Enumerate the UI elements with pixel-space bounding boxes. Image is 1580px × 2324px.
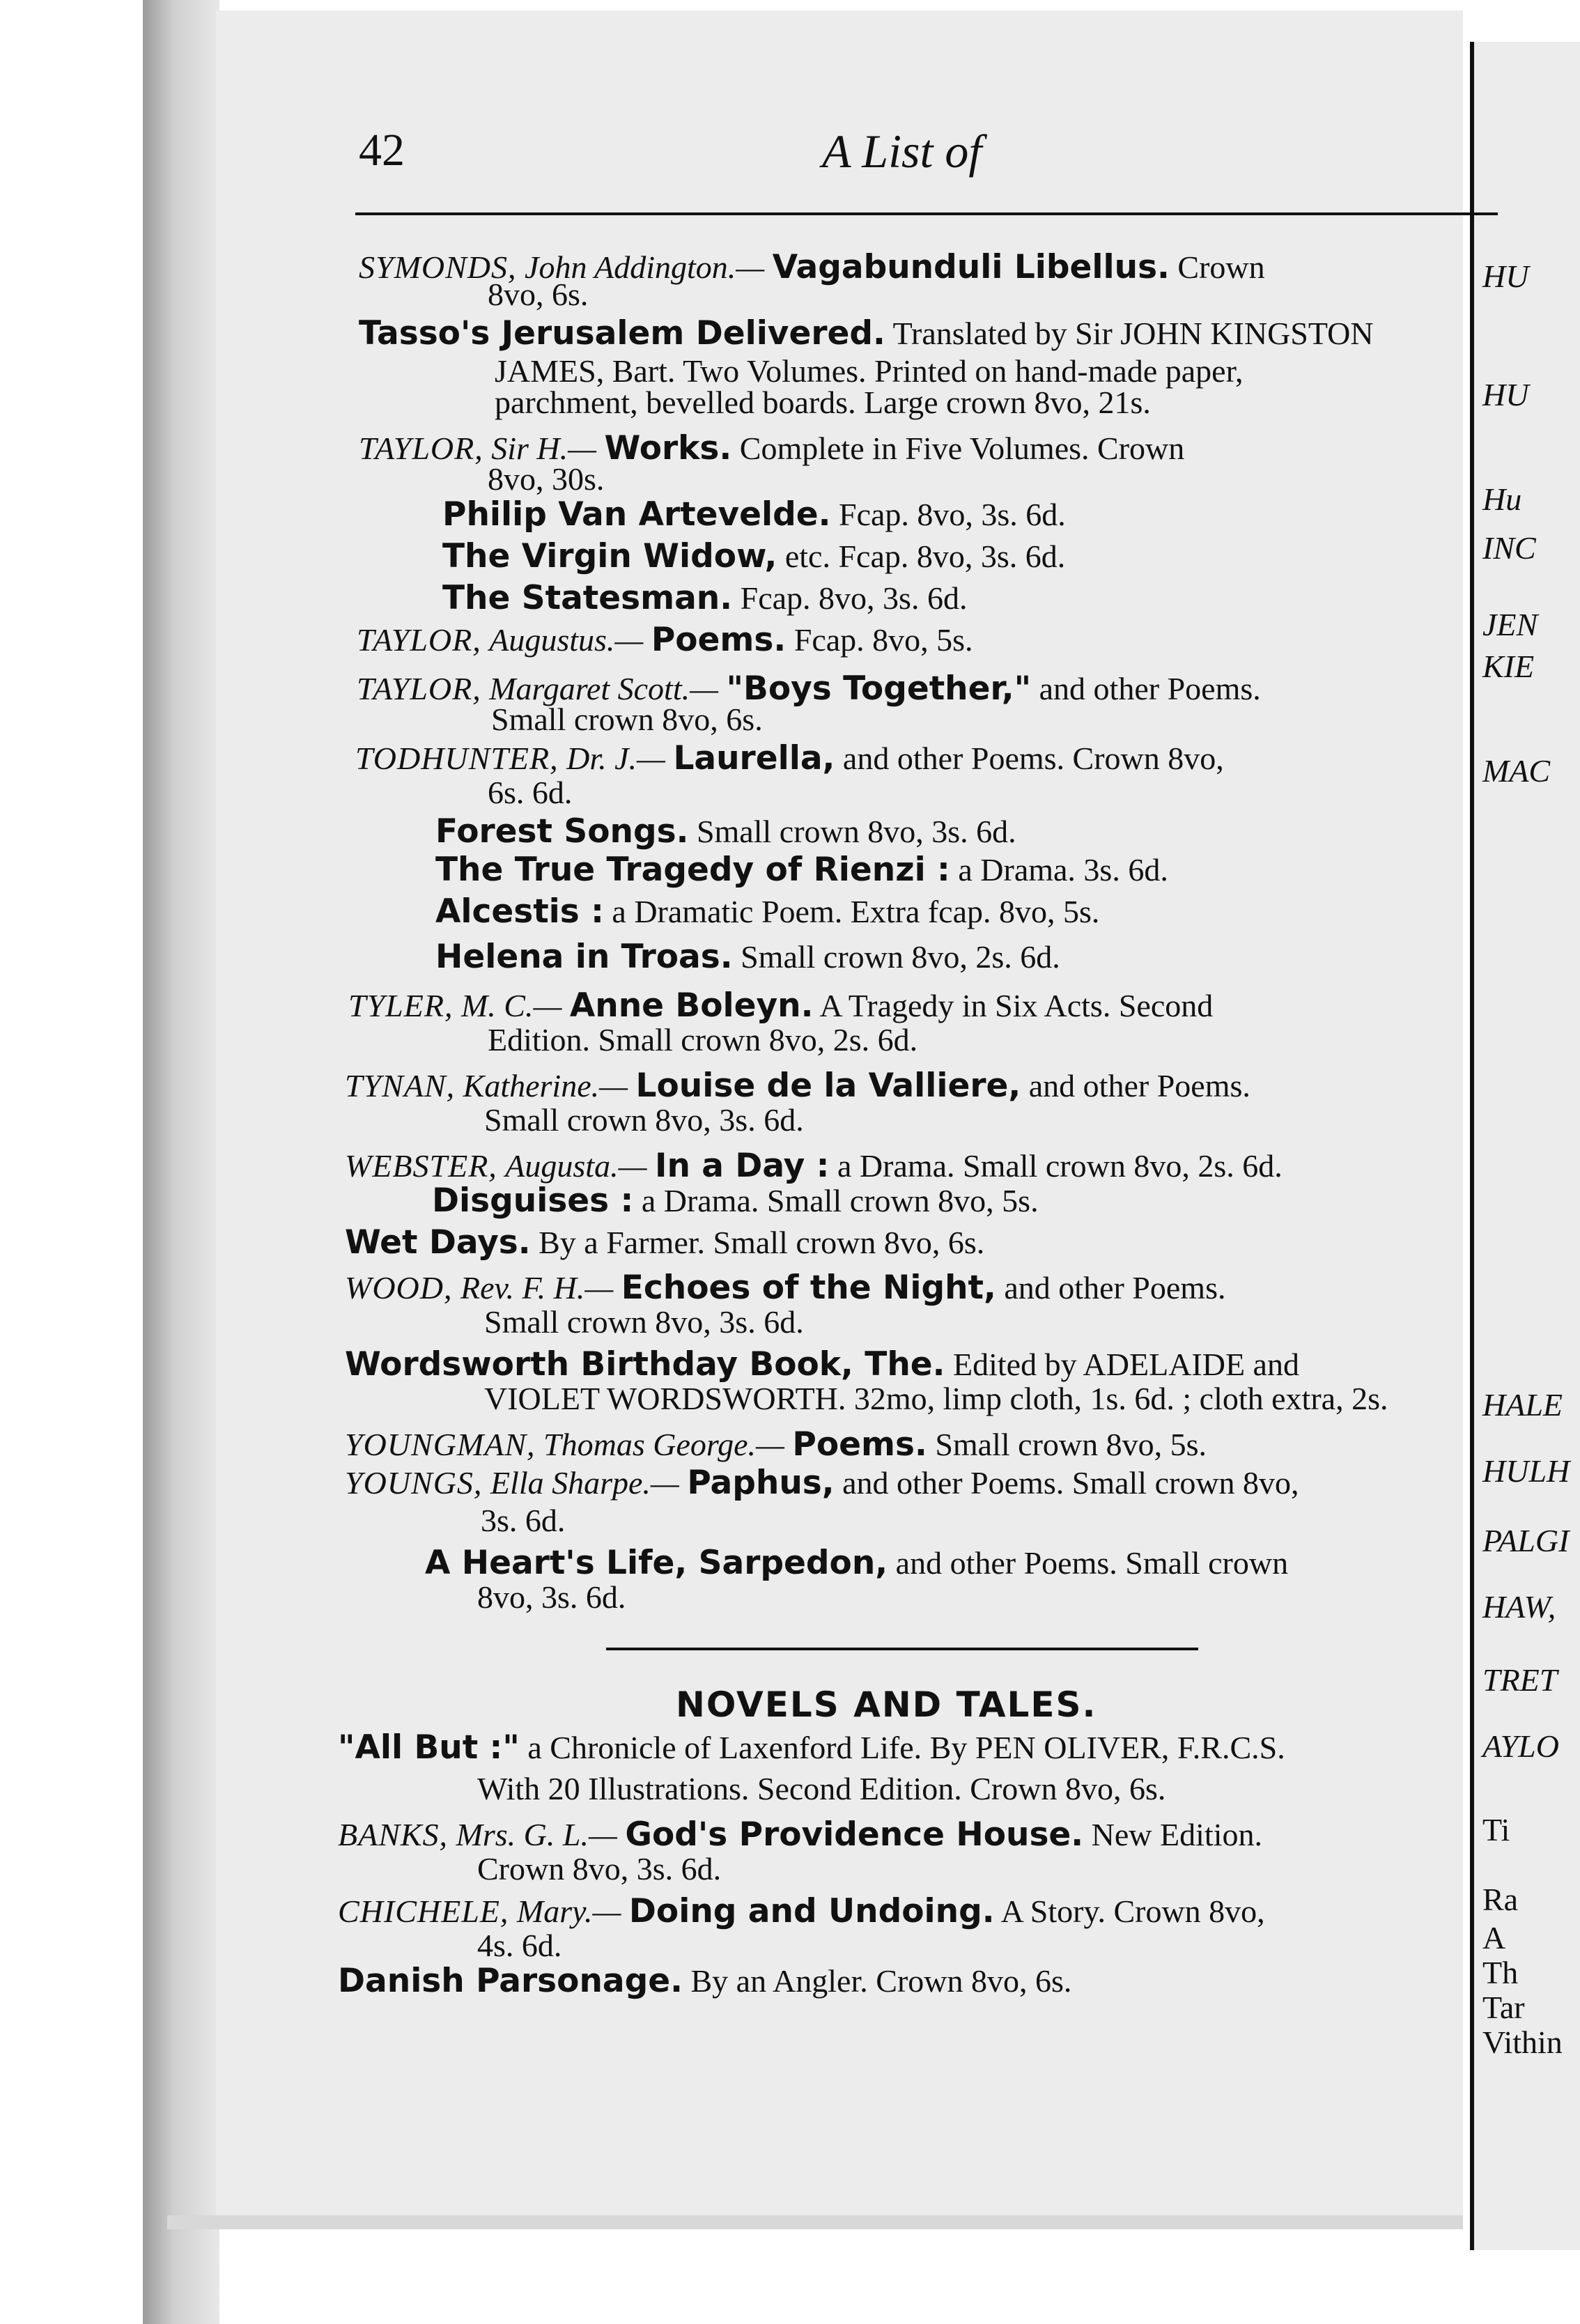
facing-page-text: Ti xyxy=(1482,1812,1510,1847)
entry-details: and other Poems. xyxy=(1004,1270,1226,1306)
book-title: Doing and Undoing. xyxy=(628,1892,995,1930)
entry-details: 8vo, 3s. 6d. xyxy=(477,1579,626,1615)
entry-line xyxy=(484,1104,804,1136)
entry-details: Small crown 8vo, 2s. 6d. xyxy=(741,939,1060,975)
author-detail: Mary.— xyxy=(516,1893,621,1929)
entry-details: and other Poems. xyxy=(1039,671,1261,706)
book-spine-shadow xyxy=(143,0,219,2324)
entry-details: Crown 8vo, 3s. 6d. xyxy=(477,1851,722,1887)
entry-details: Fcap. 8vo, 3s. 6d. xyxy=(838,497,1066,532)
entry-details: By an Angler. Crown 8vo, 6s. xyxy=(690,1963,1072,1999)
author-name: TAYLOR, xyxy=(357,671,481,706)
author-detail: Katherine.— xyxy=(463,1068,628,1103)
entry-details: Small crown 8vo, 3s. 6d. xyxy=(484,1102,804,1138)
facing-page-text: PALGI xyxy=(1482,1523,1570,1558)
facing-page-text: KIE xyxy=(1482,649,1535,684)
novel-line xyxy=(477,1773,1165,1805)
entry-details: 4s. 6d. xyxy=(477,1928,562,1963)
entry-details: etc. Fcap. 8vo, 3s. 6d. xyxy=(784,539,1066,574)
facing-page-text: Th xyxy=(1482,1955,1519,1990)
book-title: Disguises : xyxy=(432,1182,634,1220)
entry-details: a Chronicle of Laxenford Life. By PEN OLIVER, F.R.C.S. xyxy=(527,1730,1285,1765)
author-detail: Sir H.— xyxy=(491,431,597,466)
entry-line xyxy=(355,739,1224,777)
entry-line xyxy=(484,1383,1388,1415)
author-name: TODHUNTER, xyxy=(355,741,559,776)
book-title: Forest Songs. xyxy=(435,812,689,851)
entry-line xyxy=(345,1269,1226,1307)
section-heading: NOVELS AND TALES. xyxy=(676,1684,1097,1725)
entry-line xyxy=(477,1581,626,1613)
book-title: Helena in Troas. xyxy=(435,938,733,976)
book-title: Poems. xyxy=(792,1425,927,1464)
author-name: CHICHELE, xyxy=(338,1893,509,1929)
facing-page-text: MAC xyxy=(1482,753,1551,789)
entry-details: 6s. 6d. xyxy=(488,775,573,810)
book-title: The Virgin Widow, xyxy=(442,537,777,575)
entry-line xyxy=(491,704,763,736)
entry-details: A Story. Crown 8vo, xyxy=(1000,1893,1265,1929)
facing-page-text: HAW, xyxy=(1482,1589,1556,1625)
entry-details: a Drama. 3s. 6d. xyxy=(958,852,1168,888)
entry-line xyxy=(495,355,1244,387)
author-detail: Dr. J.— xyxy=(566,741,665,776)
running-head: A List of xyxy=(822,125,982,178)
book-title: The Statesman. xyxy=(442,579,733,617)
book-title: God's Providence House. xyxy=(625,1815,1084,1854)
entry-details: and other Poems. Crown 8vo, xyxy=(842,741,1224,776)
entry-line xyxy=(345,1425,1207,1464)
facing-page-text: HU xyxy=(1482,377,1529,412)
entry-details: parchment, bevelled boards. Large crown 8vo, 21s. xyxy=(495,385,1151,420)
book-title: Louise de la Valliere, xyxy=(635,1067,1021,1105)
entry-line xyxy=(432,1182,1039,1220)
novel-line xyxy=(477,1853,721,1885)
author-detail: Margaret Scott.— xyxy=(489,671,719,706)
entry-line xyxy=(488,279,588,311)
entry-details: and other Poems. Small crown xyxy=(895,1545,1289,1581)
author-name: WEBSTER, xyxy=(345,1148,497,1184)
entry-details: With 20 Illustrations. Second Edition. Crown 8vo, 6s. xyxy=(477,1771,1166,1806)
book-title: Philip Van Artevelde. xyxy=(442,495,831,534)
facing-page-text: Ra xyxy=(1482,1882,1519,1917)
author-name: TAYLOR, xyxy=(359,431,483,466)
entry-line xyxy=(435,812,1016,851)
facing-page-text: HALE xyxy=(1482,1387,1563,1423)
entry-details: Edited by ADELAIDE and xyxy=(953,1347,1299,1382)
entry-line xyxy=(442,537,1066,575)
entry-details: 8vo, 30s. xyxy=(488,461,605,497)
entry-line xyxy=(345,1464,1299,1502)
author-detail: Thomas George.— xyxy=(543,1427,784,1462)
author-detail: Augusta.— xyxy=(505,1148,647,1184)
author-name: BANKS, xyxy=(338,1817,449,1852)
book-title: Wet Days. xyxy=(345,1223,531,1262)
author-name: TYLER, xyxy=(348,988,454,1023)
entry-details: Fcap. 8vo, 3s. 6d. xyxy=(740,580,968,616)
entry-line xyxy=(357,669,1261,708)
entry-details: Edition. Small crown 8vo, 2s. 6d. xyxy=(488,1022,918,1058)
entry-line xyxy=(345,1223,985,1262)
book-title: Wordsworth Birthday Book, The. xyxy=(345,1345,945,1384)
book-title: Danish Parsonage. xyxy=(338,1962,683,2000)
entry-details: and other Poems. xyxy=(1028,1068,1250,1103)
entry-line xyxy=(481,1505,565,1537)
author-detail: Augustus.— xyxy=(489,622,644,658)
entry-details: New Edition. xyxy=(1091,1817,1262,1852)
entry-line xyxy=(425,1544,1289,1582)
book-title: "Boys Together," xyxy=(726,669,1032,708)
page-number: 42 xyxy=(359,125,405,176)
entry-details: Translated by Sir JOHN KINGSTON xyxy=(892,316,1374,351)
entry-details: Crown xyxy=(1177,249,1265,285)
facing-page-fragment xyxy=(1470,42,1580,2250)
book-title: Echoes of the Night, xyxy=(621,1269,996,1307)
book-title: The True Tragedy of Rienzi : xyxy=(435,851,950,889)
facing-page-text: A xyxy=(1482,1920,1506,1955)
book-title: Alcestis : xyxy=(435,892,604,931)
book-title: Anne Boleyn. xyxy=(569,986,814,1025)
book-title: Vagabunduli Libellus. xyxy=(772,248,1170,286)
page-bottom-edge xyxy=(167,2215,1463,2229)
entry-details: a Drama. Small crown 8vo, 2s. 6d. xyxy=(837,1148,1283,1184)
author-name: TAYLOR, xyxy=(357,622,481,658)
entry-details: Small crown 8vo, 3s. 6d. xyxy=(484,1304,804,1340)
entry-line xyxy=(435,851,1168,889)
entry-details: Complete in Five Volumes. Crown xyxy=(739,431,1185,466)
entry-details: 3s. 6d. xyxy=(481,1503,566,1538)
author-name: WOOD, xyxy=(345,1270,453,1306)
facing-page-text: Tar xyxy=(1482,1990,1525,2025)
author-detail: Rev. F. H.— xyxy=(460,1270,614,1306)
facing-page-text: Vithin xyxy=(1482,2024,1563,2060)
author-detail: Ella Sharpe.— xyxy=(490,1465,679,1501)
entry-line xyxy=(348,986,1214,1025)
book-title: Works. xyxy=(604,429,732,467)
author-name: YOUNGMAN, xyxy=(345,1427,536,1462)
book-title: Laurella, xyxy=(673,739,835,777)
entry-line xyxy=(488,1024,917,1056)
entry-details: Small crown 8vo, 5s. xyxy=(935,1427,1207,1462)
book-title: Paphus, xyxy=(687,1464,835,1502)
book-title: Poems. xyxy=(651,621,787,659)
header-rule xyxy=(355,212,1498,215)
facing-page-text: TRET xyxy=(1482,1662,1558,1698)
entry-line xyxy=(345,1345,1299,1384)
facing-page-text: HU xyxy=(1482,258,1529,294)
entry-line xyxy=(345,1067,1250,1105)
section-divider xyxy=(606,1648,1198,1650)
entry-line xyxy=(484,1306,804,1338)
entry-details: Fcap. 8vo, 5s. xyxy=(793,622,973,658)
novel-line xyxy=(338,1728,1285,1767)
novel-line xyxy=(338,1892,1265,1930)
entry-details: a Dramatic Poem. Extra fcap. 8vo, 5s. xyxy=(612,894,1100,929)
book-title: In a Day : xyxy=(654,1147,830,1185)
entry-line xyxy=(359,314,1374,353)
book-title: "All But :" xyxy=(338,1728,520,1767)
entry-line xyxy=(435,892,1100,931)
entry-details: 8vo, 6s. xyxy=(488,277,589,312)
entry-details: VIOLET WORDSWORTH. 32mo, limp cloth, 1s. 6d. ; cloth extra, 2s. xyxy=(484,1381,1388,1416)
author-name: SYMONDS, xyxy=(359,249,517,285)
author-detail: Mrs. G. L.— xyxy=(456,1817,617,1852)
entry-line xyxy=(345,1147,1283,1185)
author-name: TYNAN, xyxy=(345,1068,456,1103)
entry-line xyxy=(495,387,1151,419)
entry-details: A Tragedy in Six Acts. Second xyxy=(819,988,1214,1023)
facing-page-text: HULH xyxy=(1482,1453,1570,1489)
entry-line xyxy=(488,463,604,495)
author-detail: M. C.— xyxy=(460,988,562,1023)
entry-line xyxy=(442,579,968,617)
entry-line xyxy=(435,938,1060,976)
author-name: YOUNGS, xyxy=(345,1465,483,1501)
entry-line xyxy=(488,777,572,809)
facing-page-text: Hu xyxy=(1482,481,1522,517)
entry-line xyxy=(357,621,973,659)
novel-line xyxy=(477,1930,561,1962)
entry-details: JAMES, Bart. Two Volumes. Printed on hand-made paper, xyxy=(495,353,1244,389)
novel-line xyxy=(338,1815,1262,1854)
novel-line xyxy=(338,1962,1072,2000)
entry-details: Small crown 8vo, 6s. xyxy=(491,702,763,737)
entry-details: By a Farmer. Small crown 8vo, 6s. xyxy=(539,1225,985,1260)
entry-details: a Drama. Small crown 8vo, 5s. xyxy=(641,1183,1039,1218)
entry-details: Small crown 8vo, 3s. 6d. xyxy=(696,814,1016,849)
facing-page-text: INC xyxy=(1482,530,1536,566)
author-detail: John Addington.— xyxy=(525,249,765,285)
facing-page-text: AYLO xyxy=(1482,1728,1559,1764)
book-title: A Heart's Life, Sarpedon, xyxy=(425,1544,888,1582)
book-title: Tasso's Jerusalem Delivered. xyxy=(359,314,885,353)
entry-line xyxy=(442,495,1066,534)
entry-details: and other Poems. Small crown 8vo, xyxy=(842,1465,1299,1501)
facing-page-text: JEN xyxy=(1482,607,1538,642)
entry-line xyxy=(359,429,1185,467)
